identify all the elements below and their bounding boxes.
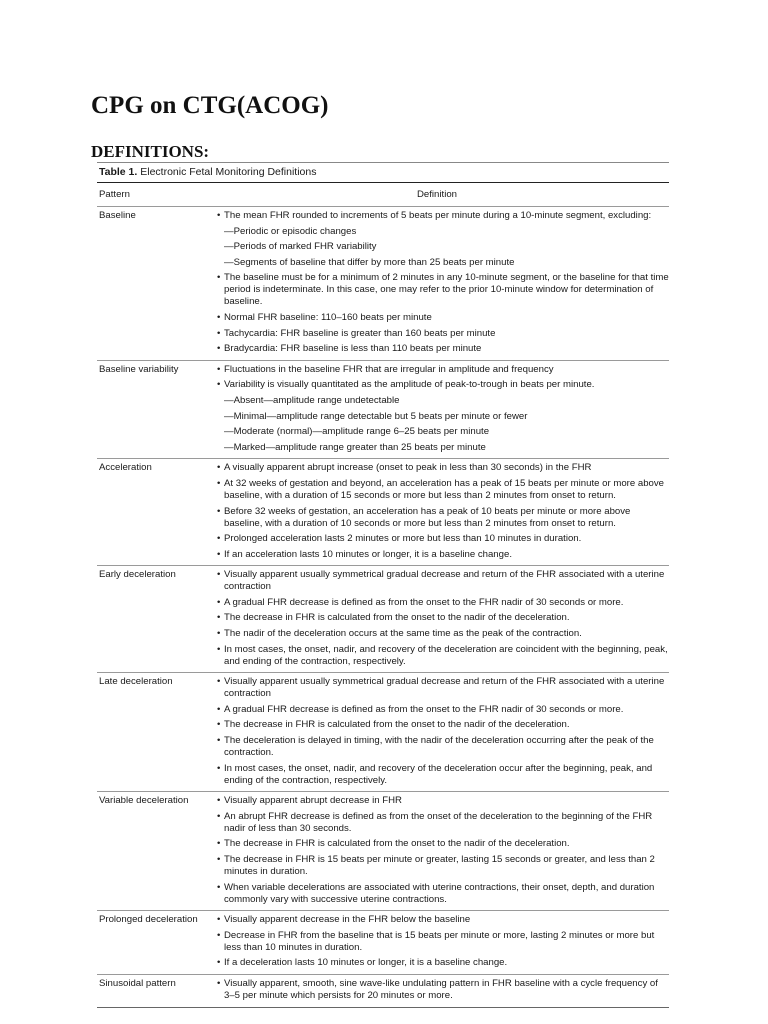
definition-subitem <box>215 411 669 423</box>
table-row <box>97 974 669 1007</box>
definition-bullet <box>215 628 669 640</box>
definition-bullet <box>215 735 669 759</box>
definition-bullet <box>215 312 669 324</box>
definition-text: Decrease in FHR from the baseline that is 15 beats per minute or more, lasting 2 minutes or more but less than 10 minutes in duration. <box>224 929 655 953</box>
definition-text: Visually apparent, smooth, sine wave-like undulating pattern in FHR baseline with a cycle frequency of 3–5 per minute which persists for 20 minutes or more. <box>224 977 658 1001</box>
definition-bullet <box>215 882 669 906</box>
table-row <box>97 458 669 565</box>
definition-bullet <box>215 597 669 609</box>
table-row <box>97 206 669 360</box>
pattern-cell: Late deceleration <box>99 676 173 688</box>
definition-bullet <box>215 364 669 376</box>
definition-bullet <box>215 978 669 1002</box>
definition-bullet <box>215 462 669 474</box>
definition-bullet <box>215 533 669 545</box>
definition-text: The decrease in FHR is calculated from the onset to the nadir of the deceleration. <box>224 719 570 731</box>
definition-cell <box>215 676 669 790</box>
definition-text: An abrupt FHR decrease is defined as from the onset of the deceleration to the beginning of the FHR nadir of less than 30 seconds. <box>224 810 653 834</box>
definition-cell <box>215 795 669 909</box>
definition-bullet <box>215 210 669 222</box>
table-header-row <box>97 183 669 206</box>
definition-subitem <box>215 442 669 454</box>
definition-subitem <box>215 395 669 407</box>
definition-cell <box>215 569 669 671</box>
definition-text: Prolonged acceleration lasts 2 minutes or more but less than 10 minutes in duration. <box>224 533 582 545</box>
header-pattern: Pattern <box>99 189 130 200</box>
pattern-cell: Prolonged deceleration <box>99 914 198 926</box>
section-heading: DEFINITIONS: <box>91 142 210 161</box>
definition-text: If an acceleration lasts 10 minutes or longer, it is a baseline change. <box>224 548 512 560</box>
definition-cell <box>215 462 669 564</box>
header-definition: Definition <box>417 189 457 200</box>
definition-text: Bradycardia: FHR baseline is less than 110 beats per minute <box>224 343 482 355</box>
definition-text: The mean FHR rounded to increments of 5 beats per minute during a 10-minute segment, excluding: <box>224 210 652 221</box>
table-bottom-rule <box>97 1007 669 1008</box>
table-row <box>97 565 669 672</box>
definition-text: —Absent—amplitude range undetectable <box>224 394 400 406</box>
definition-text: A gradual FHR decrease is defined as from the onset to the FHR nadir of 30 seconds or more. <box>224 596 624 608</box>
definition-text: The nadir of the deceleration occurs at the same time as the peak of the contraction. <box>224 628 582 640</box>
document-title: CPG on CTG(ACOG) <box>91 92 329 119</box>
definition-subitem <box>215 257 669 269</box>
definition-bullet <box>215 379 669 391</box>
pattern-cell: Baseline <box>99 210 136 221</box>
definition-bullet <box>215 612 669 624</box>
definition-bullet <box>215 676 669 700</box>
definition-text: Visually apparent decrease in the FHR below the baseline <box>224 914 471 926</box>
definition-text: —Marked—amplitude range greater than 25 beats per minute <box>224 441 486 453</box>
definition-text: Normal FHR baseline: 110–160 beats per minute <box>224 311 432 323</box>
definition-subitem <box>215 426 669 438</box>
definition-bullet <box>215 506 669 530</box>
definition-cell <box>215 978 669 1006</box>
definition-text: —Segments of baseline that differ by more than 25 beats per minute <box>224 256 515 268</box>
definition-bullet <box>215 838 669 850</box>
pattern-cell: Early deceleration <box>99 569 176 581</box>
table-caption-label: Table 1. <box>99 166 138 178</box>
definition-subitem <box>215 226 669 238</box>
definition-bullet <box>215 549 669 561</box>
definition-text: —Periods of marked FHR variability <box>224 241 377 253</box>
table-body <box>97 206 669 1007</box>
definition-bullet <box>215 719 669 731</box>
definitions-table <box>97 162 669 1008</box>
definition-subitem <box>215 241 669 253</box>
table-row <box>97 791 669 910</box>
definition-cell <box>215 914 669 973</box>
definition-text: The decrease in FHR is 15 beats per minute or greater, lasting 15 seconds or greater, and less than 2 minutes in duration. <box>224 854 655 877</box>
definition-bullet <box>215 272 669 308</box>
definition-bullet <box>215 854 669 878</box>
definition-bullet <box>215 763 669 787</box>
table-caption-text: Electronic Fetal Monitoring Definitions <box>137 166 317 178</box>
definition-text: When variable decelerations are associated with uterine contractions, their onset, depth, and duration commonly vary with successive uterine contractions. <box>224 881 655 905</box>
definition-text: A visually apparent abrupt increase (onset to peak in less than 30 seconds) in the FHR <box>224 462 592 474</box>
definition-bullet <box>215 328 669 340</box>
definition-bullet <box>215 957 669 969</box>
definition-text: The decrease in FHR is calculated from the onset to the nadir of the deceleration. <box>224 838 570 850</box>
definition-text: The decrease in FHR is calculated from the onset to the nadir of the deceleration. <box>224 612 570 624</box>
definition-bullet <box>215 478 669 502</box>
definition-text: At 32 weeks of gestation and beyond, an acceleration has a peak of 15 beats per minute or more above baseline, with a duration of 15 seconds or more but less than 2 minutes from onset to return. <box>224 477 664 501</box>
definition-bullet <box>215 704 669 716</box>
definition-bullet <box>215 914 669 926</box>
definition-text: Tachycardia: FHR baseline is greater than 160 beats per minute <box>224 327 496 339</box>
definition-text: The deceleration is delayed in timing, with the nadir of the deceleration occurring after the peak of the contraction. <box>224 735 654 759</box>
definition-text: Fluctuations in the baseline FHR that are irregular in amplitude and frequency <box>224 363 554 375</box>
definition-text: The baseline must be for a minimum of 2 minutes in any 10-minute segment, or the baseline for that time period is indeterminate. In this case, one may refer to the prior 10-minute window for determination of baseline. <box>224 272 669 308</box>
definition-text: If a deceleration lasts 10 minutes or longer, it is a baseline change. <box>224 957 508 969</box>
pattern-cell: Variable deceleration <box>99 795 189 807</box>
definition-text: In most cases, the onset, nadir, and recovery of the deceleration occur after the beginning, peak, and ending of the contraction, respectively. <box>224 762 653 786</box>
table-caption <box>97 163 669 182</box>
definition-bullet <box>215 343 669 355</box>
definition-text: —Moderate (normal)—amplitude range 6–25 beats per minute <box>224 426 490 438</box>
pattern-cell: Baseline variability <box>99 363 179 375</box>
definition-bullet <box>215 569 669 593</box>
definition-text: —Periodic or episodic changes <box>224 225 357 237</box>
definition-bullet <box>215 811 669 835</box>
definition-text: Variability is visually quantitated as the amplitude of peak-to-trough in beats per minute. <box>224 379 595 391</box>
definition-text: Visually apparent usually symmetrical gradual decrease and return of the FHR associated with a uterine contraction <box>224 676 665 700</box>
definition-bullet <box>215 644 669 668</box>
definition-bullet <box>215 930 669 954</box>
definition-text: —Minimal—amplitude range detectable but 5 beats per minute or fewer <box>224 410 528 422</box>
definition-text: Before 32 weeks of gestation, an acceleration has a peak of 10 beats per minute or more above baseline, with a duration of 10 seconds or more but less than 2 minutes from onset to return. <box>224 505 631 529</box>
definition-bullet <box>215 795 669 807</box>
definition-text: A gradual FHR decrease is defined as from the onset to the FHR nadir of 30 seconds or more. <box>224 703 624 715</box>
pattern-cell: Sinusoidal pattern <box>99 977 176 989</box>
definition-cell <box>215 210 669 359</box>
table-row <box>97 672 669 791</box>
definition-cell <box>215 364 669 458</box>
definition-text: Visually apparent abrupt decrease in FHR <box>224 795 402 807</box>
table-row <box>97 360 669 459</box>
definition-text: Visually apparent usually symmetrical gradual decrease and return of the FHR associated with a uterine contraction <box>224 569 665 593</box>
table-row <box>97 910 669 974</box>
pattern-cell: Acceleration <box>99 462 152 474</box>
definition-text: In most cases, the onset, nadir, and recovery of the deceleration are coincident with the beginning, peak, and ending of the contraction, respectively. <box>224 643 668 667</box>
